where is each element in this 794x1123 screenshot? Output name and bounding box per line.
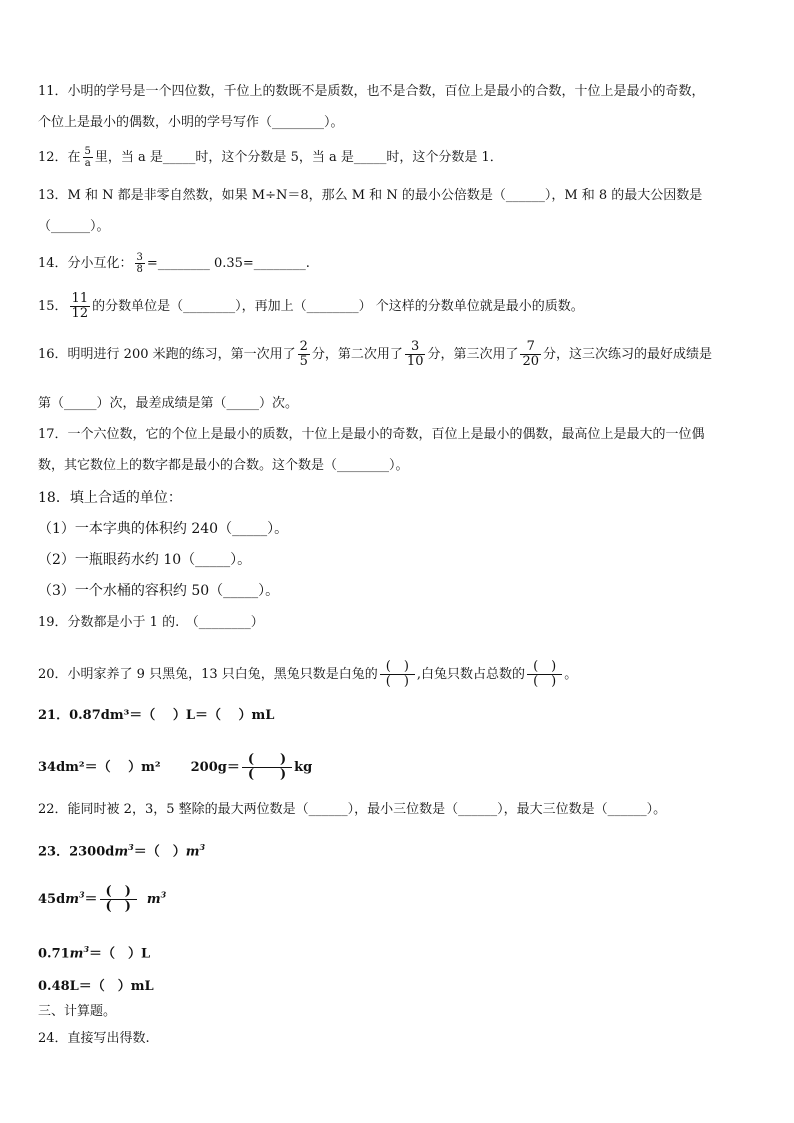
q14-fraction: $\frac{3}{8}$ xyxy=(136,252,143,275)
q14 xyxy=(38,252,310,275)
q12-frac-den: a xyxy=(84,158,91,169)
q23-line2: $45dm^3=$ $\frac{( )}{( )}$ $m^3$ xyxy=(38,884,167,914)
q12-fraction xyxy=(83,146,93,169)
q14-prefix: 14．分小互化： xyxy=(38,256,133,271)
q15-suffix: 的分数单位是（________），再加上（________） 个这样的分数单位就是最小的质数。 xyxy=(92,299,584,314)
q15 xyxy=(38,292,584,321)
q11-line1: 11．小明的学号是一个四位数，千位上的数既不是质数，也不是合数，百位上是最小的合数，十位上是最小的奇数， xyxy=(38,84,705,99)
q11-line2: 个位上是最小的偶数，小明的学号写作（________）。 xyxy=(38,115,344,130)
q12-frac-num: 5 xyxy=(84,146,91,157)
q16-fraction-1: $\frac{2}{5}$ xyxy=(299,339,308,369)
q20: 20．小明家养了 9 只黑兔，13 只白兔，黑兔只数是白兔的 $\frac{( )}{( )}$ ,白兔只数占总数的 $\frac{( )}{( )}$ 。 xyxy=(38,659,578,689)
q24: 24．直接写出得数. xyxy=(38,1031,150,1046)
q12 xyxy=(38,146,503,169)
q19: 19．分数都是小于 1 的. （________） xyxy=(38,615,264,630)
q21-line1: 21．0.87dm³＝（ ）L＝（ ）mL xyxy=(38,708,275,723)
q16-fraction-2: $\frac{3}{10}$ xyxy=(406,339,424,369)
q15-prefix: 15． xyxy=(38,299,68,314)
q17-line1: 17．一个六位数，它的个位上是最小的质数，十位上是最小的奇数，百位上是最小的偶数，最高位上是最大的一位偶 xyxy=(38,427,705,442)
section-3-heading: 三、计算题。 xyxy=(38,1004,117,1019)
q12-middle: 里，当 a 是_____时，这个分数是 5，当 a 是_____时，这个分数是 1． xyxy=(94,150,503,165)
q16-fraction-3: $\frac{7}{20}$ xyxy=(522,339,540,369)
q23-line3: $0.71m^3=$（ ）L xyxy=(38,944,151,962)
q17-line2: 数，其它数位上的数字都是最小的合数。这个数是（________）。 xyxy=(38,458,409,473)
q23-blank-fraction: $\frac{( )}{( )}$ xyxy=(100,885,137,914)
q18-item-3: （3）一个水桶的容积约 50（_____）。 xyxy=(38,583,280,599)
q13-line1: 13．M 和 N 都是非零自然数，如果 M÷N＝8，那么 M 和 N 的最小公倍数是（______），M 和 8 的最大公因数是 xyxy=(38,188,703,203)
q18-title: 18．填上合适的单位： xyxy=(38,490,182,506)
q18-item-2: （2）一瓶眼药水约 10（_____）。 xyxy=(38,552,252,568)
q23-line4: 0.48L＝（ ）mL xyxy=(38,979,154,994)
q21-line2: 34dm²＝（ ）m² 200g＝ $\frac{( )}{( )}$ kg xyxy=(38,752,313,782)
q16-line1: 16．明明进行 200 米跑的练习，第一次用了 $\frac{2}{5}$ 分，第二次用了 $\frac{3}{10}$ 分，第三次用了 $\frac{7}{20}$ 分，这三次练习的最好成绩是 xyxy=(38,339,713,369)
q22: 22．能同时被 2，3，5 整除的最大两位数是（______），最小三位数是（______），最大三位数是（______）。 xyxy=(38,802,667,817)
q16-line2: 第（_____）次，最差成绩是第（_____）次。 xyxy=(38,396,299,411)
q15-fraction: $\frac{11}{12}$ xyxy=(71,291,89,321)
q18-item-1: （1）一本字典的体积约 240（_____）。 xyxy=(38,521,289,537)
q20-blank-fraction-1: $\frac{( )}{( )}$ xyxy=(380,660,415,689)
q12-prefix: 12．在 xyxy=(38,150,81,165)
q13-line2: （______）。 xyxy=(38,219,110,234)
q21-blank-fraction: $\frac{( )}{( )}$ xyxy=(242,753,292,782)
q20-blank-fraction-2: $\frac{( )}{( )}$ xyxy=(527,660,562,689)
q23-line1: 23．$2300dm^3=$（ ）$m^3$ xyxy=(38,842,206,860)
q14-suffix: =________ 0.35=________. xyxy=(146,256,310,271)
